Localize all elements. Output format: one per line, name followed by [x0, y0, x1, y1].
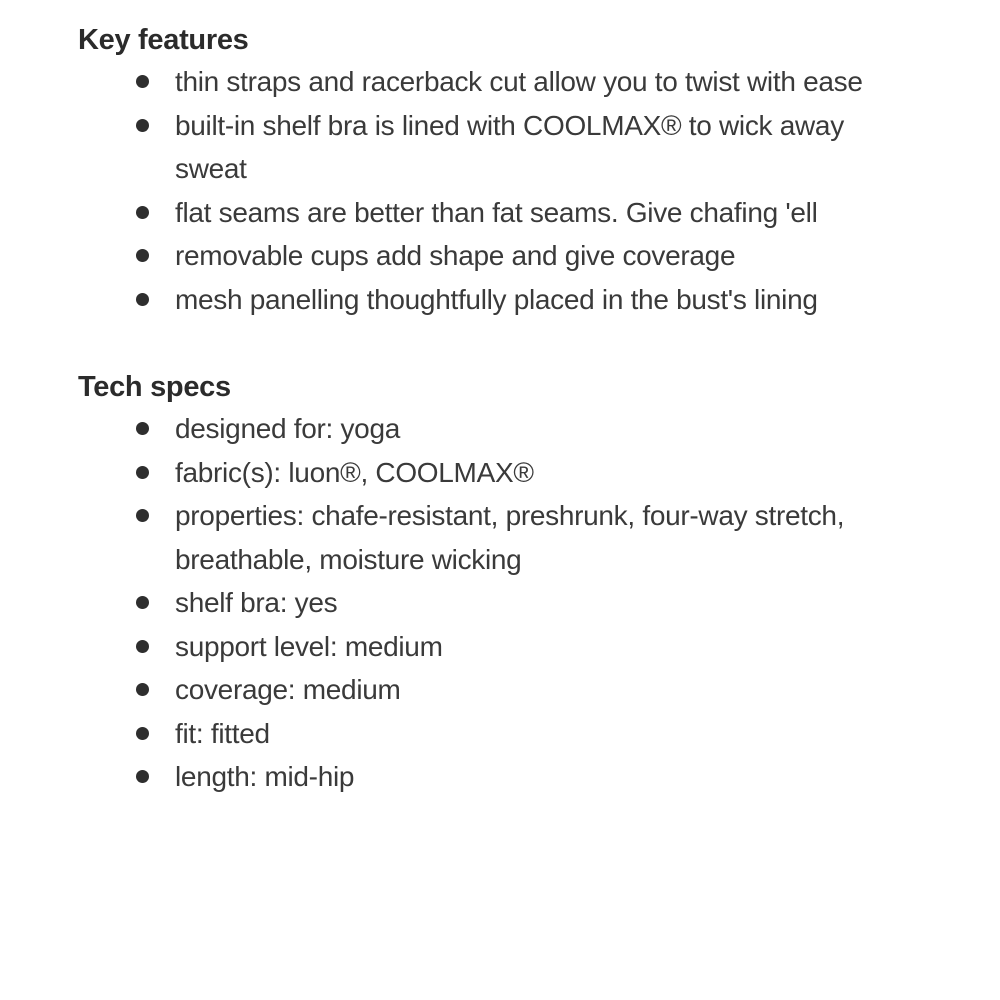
tech-specs-section: [78, 369, 978, 799]
bullet-icon: [136, 727, 149, 740]
list-item: [175, 625, 978, 669]
list-item: [175, 755, 978, 799]
bullet-icon: [136, 422, 149, 435]
list-item: [175, 668, 978, 712]
list-item-text: mesh panelling thoughtfully placed in the bust's lining: [175, 283, 818, 315]
list-item-text: support level: medium: [175, 630, 443, 662]
key-features-list: [78, 60, 978, 321]
bullet-icon: [136, 509, 149, 522]
section-spacer: [78, 321, 978, 369]
list-item: [175, 278, 875, 322]
list-item: [175, 581, 978, 625]
bullet-icon: [136, 249, 149, 262]
bullet-icon: [136, 206, 149, 219]
bullet-icon: [136, 596, 149, 609]
product-details: [78, 22, 978, 799]
tech-specs-heading: Tech specs: [78, 371, 231, 403]
list-item-text: built-in shelf bra is lined with COOLMAX® to wick away sweat: [175, 109, 844, 184]
tech-specs-list: [78, 407, 978, 799]
bullet-icon: [136, 75, 149, 88]
list-item-text: shelf bra: yes: [175, 587, 338, 618]
list-item-text: designed for: yoga: [175, 413, 400, 444]
bullet-icon: [136, 640, 149, 653]
list-item: [175, 407, 978, 451]
key-features-section: [78, 22, 978, 321]
list-item: [175, 191, 978, 235]
key-features-heading: Key features: [78, 24, 249, 56]
list-item-text: coverage: medium: [175, 674, 401, 705]
list-item: [175, 104, 875, 191]
list-item-text: flat seams are better than fat seams. Give chafing 'ell: [175, 196, 818, 228]
bullet-icon: [136, 770, 149, 783]
bullet-icon: [136, 293, 149, 306]
list-item: [175, 712, 978, 756]
list-item-text: fit: fitted: [175, 717, 270, 749]
bullet-icon: [136, 119, 149, 132]
list-item-text: length: mid-hip: [175, 761, 355, 792]
list-item-text: thin straps and racerback cut allow you to twist with ease: [175, 66, 863, 97]
list-item: [175, 451, 978, 495]
list-item-text: removable cups add shape and give coverage: [175, 240, 736, 271]
list-item: [175, 494, 875, 581]
list-item: [175, 60, 935, 104]
bullet-icon: [136, 466, 149, 479]
list-item-text: properties: chafe-resistant, preshrunk, four-way stretch, breathable, moisture wicking: [175, 500, 845, 575]
list-item-text: fabric(s): luon®, COOLMAX®: [175, 456, 534, 488]
bullet-icon: [136, 683, 149, 696]
list-item: [175, 234, 978, 278]
